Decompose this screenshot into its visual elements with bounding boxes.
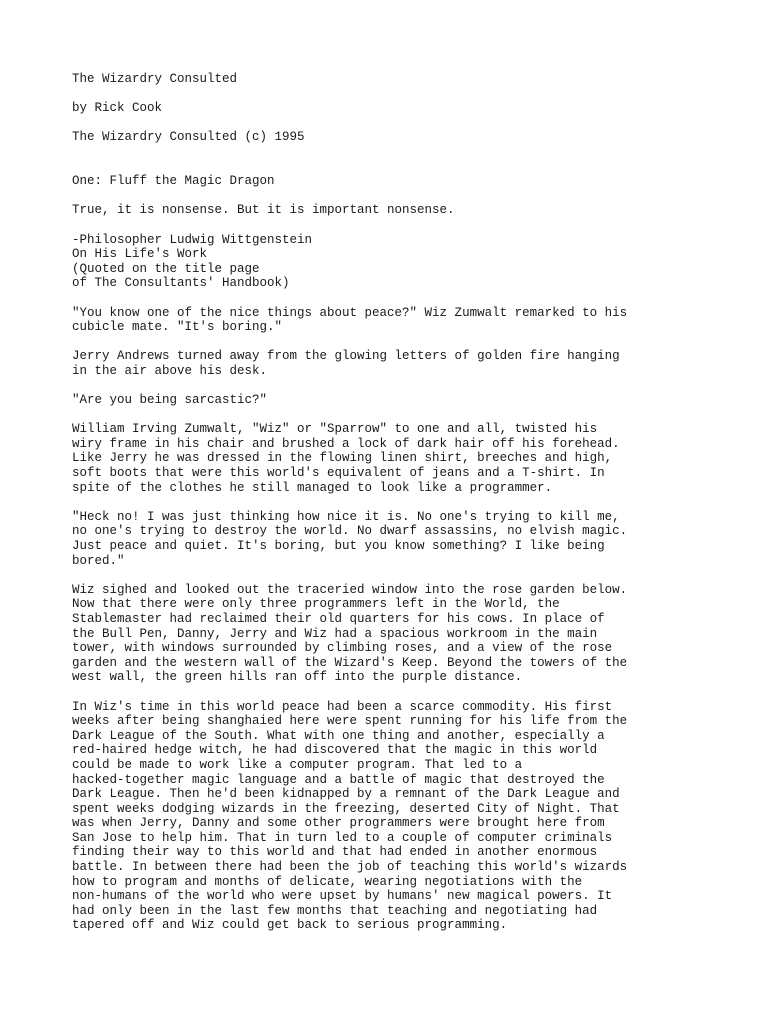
paragraph: Jerry Andrews turned away from the glowing letters of golden fire hanging in the air above his desk.: [72, 349, 620, 378]
chapter-heading: One: Fluff the Magic Dragon: [72, 174, 275, 189]
paragraph: In Wiz's time in this world peace had been a scarce commodity. His first weeks after being shanghaied here were spent running for his life from the Dark League of the South. What with one thing and another, especially a red-haired hedge witch, he had discovered that the magic in this world could be made to work like a computer program. That led to a hacked-together magic language and a battle of magic that destroyed the Dark League. Then he'd been kidnapped by a remnant of the Dark League and spent weeks dodging wizards in the freezing, deserted City of Night. That was when Jerry, Danny and some other programmers were brought here from San Jose to help him. That in turn led to a couple of computer criminals finding their way to this world and that had ended in another enormous battle. In between there had been the job of teaching this world's wizards how to program and months of delicate, wearing negotiations with the non-humans of the world who were upset by humans' new magical powers. It had only been in the last few months that teaching and negotiating had tapered off and Wiz could get back to serious programming.: [72, 699, 628, 933]
epigraph: True, it is nonsense. But it is important nonsense.: [72, 203, 455, 218]
copyright-line: The Wizardry Consulted (c) 1995: [72, 130, 305, 145]
document-page: [72, 72, 712, 948]
paragraph: "Heck no! I was just thinking how nice it is. No one's trying to kill me, no one's trying to destroy the world. No dwarf assassins, no elvish magic. Just peace and quiet. It's boring, but you know something? I like being bored.": [72, 509, 628, 568]
paragraph: Wiz sighed and looked out the traceried window into the rose garden below. Now that there were only three programmers left in the World, the Stablemaster had reclaimed their old quarters for his cows. In place of the Bull Pen, Danny, Jerry and Wiz had a spacious workroom in the main tower, with windows surrounded by climbing roses, and a view of the rose garden and the western wall of the Wizard's Keep. Beyond the towers of the west wall, the green hills ran off into the purple distance.: [72, 582, 628, 685]
document-title: The Wizardry Consulted: [72, 72, 238, 86]
byline: by Rick Cook: [72, 101, 163, 116]
paragraph: William Irving Zumwalt, "Wiz" or "Sparrow" to one and all, twisted his wiry frame in his chair and brushed a lock of dark hair off his forehead. Like Jerry he was dressed in the flowing linen shirt, breeches and high, soft boots that were this world's equivalent of jeans and a T-shirt. In spite of the clothes he still managed to look like a programmer.: [72, 422, 620, 495]
paragraph: "You know one of the nice things about peace?" Wiz Zumwalt remarked to his cubicle mate. "It's boring.": [72, 305, 628, 335]
paragraph: "Are you being sarcastic?": [72, 393, 268, 408]
epigraph-attribution: -Philosopher Ludwig Wittgenstein On His Life's Work (Quoted on the title page of The Consultants' Handbook): [72, 232, 313, 291]
